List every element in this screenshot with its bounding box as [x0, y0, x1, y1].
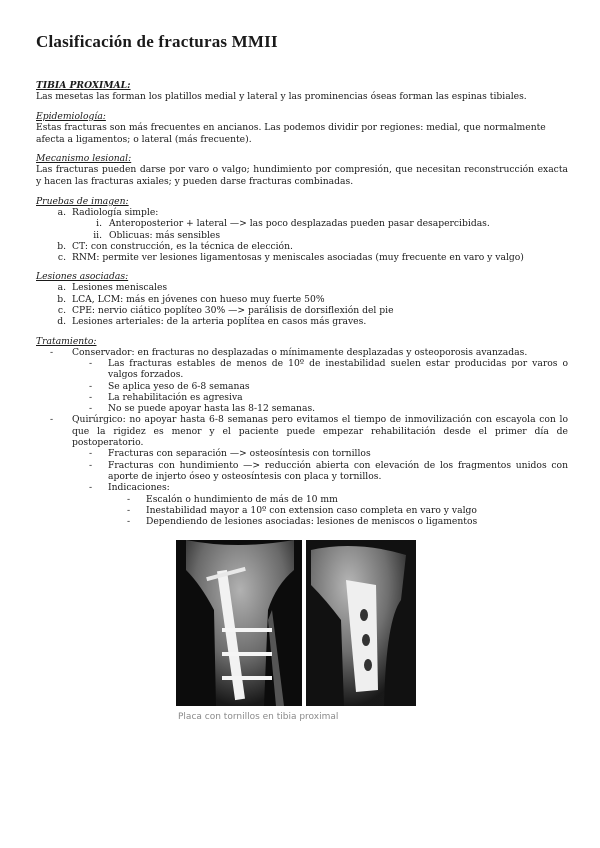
list-item-text: CT: con construcción, es la técnica de elección. [72, 240, 293, 252]
list-marker: - [89, 357, 93, 369]
section-lesiones [36, 271, 568, 327]
document-page [36, 32, 568, 535]
section-tibia [36, 80, 568, 103]
list-marker: b. [57, 293, 66, 305]
section-heading-epidemiologia: Epidemiología: [36, 110, 106, 122]
list-item [36, 516, 568, 527]
list-item [36, 316, 568, 327]
section-heading-mecanismo: Mecanismo lesional: [36, 153, 132, 165]
list-item [36, 305, 568, 316]
list-item-text: LCA, LCM: más en jóvenes con hueso muy fuerte 50% [72, 293, 325, 305]
list-item-text: Lesiones arteriales: de la arteria poplítea en casos más graves. [72, 316, 367, 328]
list-item-text: No se puede apoyar hasta las 8-12 semanas. [108, 403, 316, 415]
list-item-text: Conservador: en fracturas no desplazadas o mínimamente desplazadas y osteoporosis avanzadas. [72, 346, 528, 358]
list-item-text: Dependiendo de lesiones asociadas: lesiones de meniscos o ligamentos [146, 516, 478, 528]
list-item [36, 494, 568, 505]
section-heading-lesiones: Lesiones asociadas: [36, 271, 129, 283]
list-item-text: Radiología simple: [72, 206, 159, 218]
list-marker: i. [96, 218, 102, 230]
list-item-text: Indicaciones: [108, 482, 170, 494]
list-marker: d. [57, 316, 66, 328]
list-item-text: Oblicuas: más sensibles [109, 229, 221, 241]
list-item [36, 252, 568, 263]
list-marker: - [50, 346, 54, 358]
list-marker: - [89, 380, 93, 392]
list-item-text: Lesiones meniscales [72, 282, 168, 294]
list-item-text: La rehabilitación es agresiva [108, 391, 243, 403]
list-marker: a. [57, 282, 66, 294]
xray-image-ap [176, 540, 302, 706]
list-item [36, 230, 568, 241]
list-item-text: CPE: nervio ciático poplíteo 30% —> parálisis de dorsiflexión del pie [72, 305, 394, 317]
list-item-text: Anteroposterior + lateral —> las poco desplazadas pueden pasar desapercibidas. [109, 218, 490, 230]
list-marker: - [127, 504, 131, 516]
list-item-text: Escalón o hundimiento de más de 10 mm [146, 493, 338, 505]
list-item [36, 460, 568, 483]
list-marker: - [127, 516, 131, 528]
list-item-text: RNM: permite ver lesiones ligamentosas y meniscales asociadas (muy frecuente en varo y valgo) [72, 252, 524, 264]
list-item [36, 358, 568, 381]
section-pruebas [36, 196, 568, 263]
section-mecanismo [36, 153, 568, 188]
list-item [36, 294, 568, 305]
list-item [36, 218, 568, 229]
list-item [36, 505, 568, 516]
list-item-text: Quirúrgico: no apoyar hasta 6-8 semanas pero evitamos el tiempo de inmovilización con escayola con lo que la rigidez es menor y el paciente puede empezar rehabilitación desde el primer día de postoperatorio. [72, 414, 568, 449]
list-item-text: Fracturas con hundimiento —> reducción abierta con elevación de los fragmentos unidos con aporte de injerto óseo y osteosíntesis con placa y tornillos. [108, 459, 568, 482]
list-marker: - [89, 391, 93, 403]
list-marker: c. [57, 252, 66, 264]
figure-caption: Placa con tornillos en tibia proximal [178, 712, 339, 722]
list-item-text: Las fracturas estables de menos de 10º de inestabilidad suelen estar producidas por varos o valgos forzados. [108, 357, 568, 381]
list-item [36, 392, 568, 403]
list-item [36, 282, 568, 293]
list-marker: - [89, 403, 93, 415]
list-marker: - [127, 493, 131, 505]
list-item [36, 482, 568, 493]
section-heading-pruebas: Pruebas de imagen: [36, 195, 129, 207]
list-item [36, 347, 568, 358]
list-marker: a. [57, 206, 66, 218]
list-item [36, 381, 568, 392]
list-marker: ii. [93, 229, 102, 241]
xray-figure [176, 540, 416, 706]
paragraph-epidemiologia: Estas fracturas son más frecuentes en ancianos. Las podemos dividir por regiones: medial, que normalmente afecta a ligamentos; o lateral (más frecuente). [36, 121, 546, 145]
xray-image-lateral [306, 540, 416, 706]
list-marker: b. [57, 240, 66, 252]
paragraph-tibia: Las mesetas las forman los platillos medial y lateral y las prominencias óseas forman las espinas tibiales. [36, 91, 527, 102]
list-item-text: Se aplica yeso de 6-8 semanas [108, 380, 250, 392]
list-marker: - [89, 448, 93, 460]
list-marker: - [50, 414, 54, 426]
section-epidemiologia [36, 111, 568, 146]
list-item-text: Inestabilidad mayor a 10º con extension caso completa en varo y valgo [146, 504, 477, 516]
list-item [36, 207, 568, 218]
list-item [36, 241, 568, 252]
paragraph-mecanismo: Las fracturas pueden darse por varo o valgo; hundimiento por compresión, que necesitan reconstrucción exacta y hacen las fracturas axiales; y pueden darse fracturas combinadas. [36, 164, 568, 188]
section-heading-tibia: TIBIA PROXIMAL: [36, 80, 131, 91]
section-heading-tratamiento: Tratamiento: [36, 335, 97, 347]
page-title: Clasificación de fracturas MMII [36, 32, 278, 51]
section-tratamiento [36, 336, 568, 528]
list-item [36, 403, 568, 414]
list-item-text: Fracturas con separación —> osteosíntesis con tornillos [108, 448, 371, 460]
list-item [36, 448, 568, 459]
list-marker: - [89, 482, 93, 494]
list-marker: - [89, 459, 93, 471]
list-item [36, 414, 568, 448]
list-marker: c. [57, 305, 66, 317]
